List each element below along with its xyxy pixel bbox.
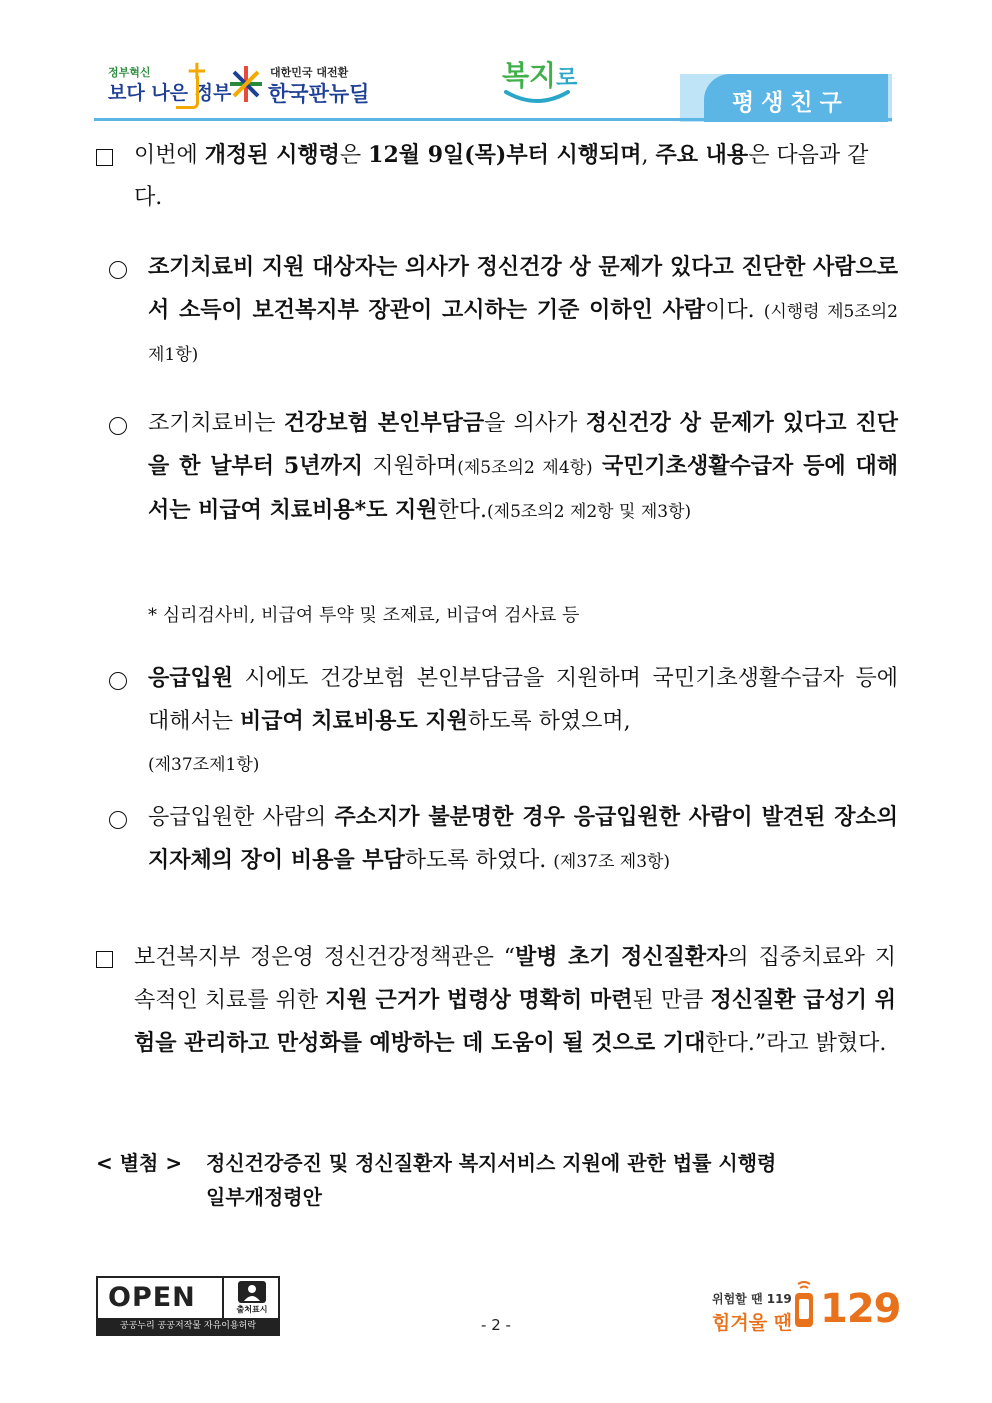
hotline-number: 129	[820, 1286, 901, 1332]
text-run-bold: 비급여 치료비용도 지원	[240, 708, 468, 734]
gov-logo-big-text: 보다 나은 정부	[108, 82, 232, 104]
header-banner	[680, 74, 892, 122]
text-run: 은	[339, 143, 369, 168]
legal-reference: (제5조의2 제2항 및 제3항)	[487, 502, 692, 522]
attribution-icon	[222, 1278, 280, 1318]
korean-new-deal-logo	[228, 62, 378, 108]
header-divider	[94, 118, 892, 121]
circle-bullet-icon	[109, 261, 127, 279]
text-run-bold: 개정된 시행령	[204, 142, 340, 168]
legal-reference: (제5조의2 제4항)	[457, 458, 593, 478]
gov-innovation-logo	[108, 56, 232, 108]
banner-label: 평생친구	[732, 90, 849, 116]
open-logo	[98, 1278, 222, 1318]
text-run-bold: 주소지가 불분명한 경우 응급입원한 사람이 발견된 장소의 지자체의 장이 비용을 부담	[148, 804, 898, 873]
text-run: 지원하며	[363, 454, 458, 479]
circle-bullet-icon	[109, 417, 127, 435]
paragraph-official-quote	[134, 936, 896, 1065]
text-run: 시에도 건강보험 본인부담금을 지원하며 국민기초생활수급자 등에 대해서는	[148, 666, 898, 734]
text-run: ,	[641, 143, 656, 168]
open-logo-text: OPEN	[108, 1282, 196, 1313]
text-run: 의 집중치료와 지속적인 치료를 위한	[134, 945, 896, 1013]
new-deal-small-text: 대한민국 대전환	[270, 66, 349, 79]
phone-icon	[792, 1280, 816, 1330]
text-run-bold: 정신건강 상 문제가 있다고 진단을 한 날부터 5년까지	[148, 410, 898, 479]
legal-reference: (제37조 제3항)	[553, 852, 671, 872]
text-run-bold: 주요 내용	[655, 142, 749, 168]
attachment-title-line1: 정신건강증진 및 정신질환자 복지서비스 지원에 관한 법률 시행령	[206, 1151, 777, 1175]
hotline-small-text: 위험할 땐 119	[712, 1292, 792, 1306]
text-run-bold: 조기치료비 지원 대상자는 의사가 정신건강 상 문제가 있다고 진단한 사람으로서 소득이 보건복지부 장관이 고시하는 기준 이하인 사람	[148, 254, 898, 323]
hotline-129-logo	[712, 1276, 901, 1336]
page-number: - 2 -	[481, 1316, 511, 1334]
square-bullet-icon	[96, 951, 113, 968]
text-run: 된 만큼	[632, 988, 711, 1013]
new-deal-big-text: 한국판뉴딜	[268, 82, 370, 106]
text-run-bold: 건강보험 본인부담금	[283, 410, 485, 436]
kogl-open-license-badge	[96, 1276, 280, 1336]
text-run: 조기치료비는	[148, 411, 284, 436]
legal-reference: (시행령 제5조의2 제1항)	[148, 302, 898, 365]
text-run: 하도록 하였으며,	[467, 709, 631, 734]
square-bullet-icon	[96, 149, 113, 166]
text-run-bold: 응급입원	[148, 665, 234, 691]
text-run: 한다.	[437, 498, 488, 523]
text-run: 보건복지부 정은영 정신건강정책관은 “	[134, 945, 515, 970]
text-run: 응급입원한 사람의	[148, 805, 335, 830]
bokjiro-logo	[496, 52, 576, 110]
item-address-unknown	[148, 796, 898, 883]
attachment-note	[96, 1146, 896, 1209]
plus-icon: +	[186, 56, 208, 86]
paragraph-intro	[134, 134, 896, 219]
text-run-bold: 12월 9일(목)부터 시행되며	[368, 142, 642, 168]
item-eligibility	[148, 246, 898, 376]
attachment-title-line2: 일부개정령안	[206, 1185, 322, 1209]
text-run: 하도록 하였다.	[404, 848, 554, 873]
circle-bullet-icon	[109, 672, 127, 690]
gov-logo-small-text: 정부혁신	[108, 66, 151, 79]
text-run-bold: 정신질환 급성기 위험을 관리하고 만성화를 예방하는 데 도움이 될 것으로 기대	[134, 987, 896, 1056]
circle-bullet-icon	[109, 811, 127, 829]
attribution-label: 출처표시	[236, 1305, 268, 1314]
text-run-bold: 국민기초생활수급자 등에 대해서는 비급여 치료비용*도 지원	[148, 453, 898, 523]
text-run-bold: 지원 근거가 법령상 명확히 마련	[325, 987, 633, 1013]
bokjiro-logo-text-ro: 로	[556, 66, 578, 91]
footnote: * 심리검사비, 비급여 투약 및 조제료, 비급여 검사료 등	[148, 605, 580, 626]
hotline-big-text: 힘겨울 땐	[712, 1312, 793, 1334]
item-emergency-admission	[148, 657, 898, 786]
smile-swoosh-icon	[504, 88, 570, 106]
text-run: 이다.	[705, 298, 764, 323]
attachment-label: < 별첨 >	[96, 1151, 183, 1175]
new-deal-star-icon	[228, 62, 264, 106]
text-run: 은 다음과 같다.	[134, 143, 869, 210]
legal-reference: (제37조제1항)	[148, 755, 260, 775]
text-run: 을 의사가	[484, 411, 586, 436]
item-early-treatment-cost	[148, 402, 898, 533]
text-run: 이번에	[134, 143, 205, 168]
text-run: 한다.”라고 밝혔다.	[705, 1031, 887, 1056]
open-strip-text: 공공누리 공공저작물 자유이용허락	[98, 1318, 278, 1334]
bokjiro-logo-text: 복지	[502, 59, 557, 92]
text-run	[593, 454, 602, 479]
text-run-bold: 발병 초기 정신질환자	[515, 944, 728, 970]
